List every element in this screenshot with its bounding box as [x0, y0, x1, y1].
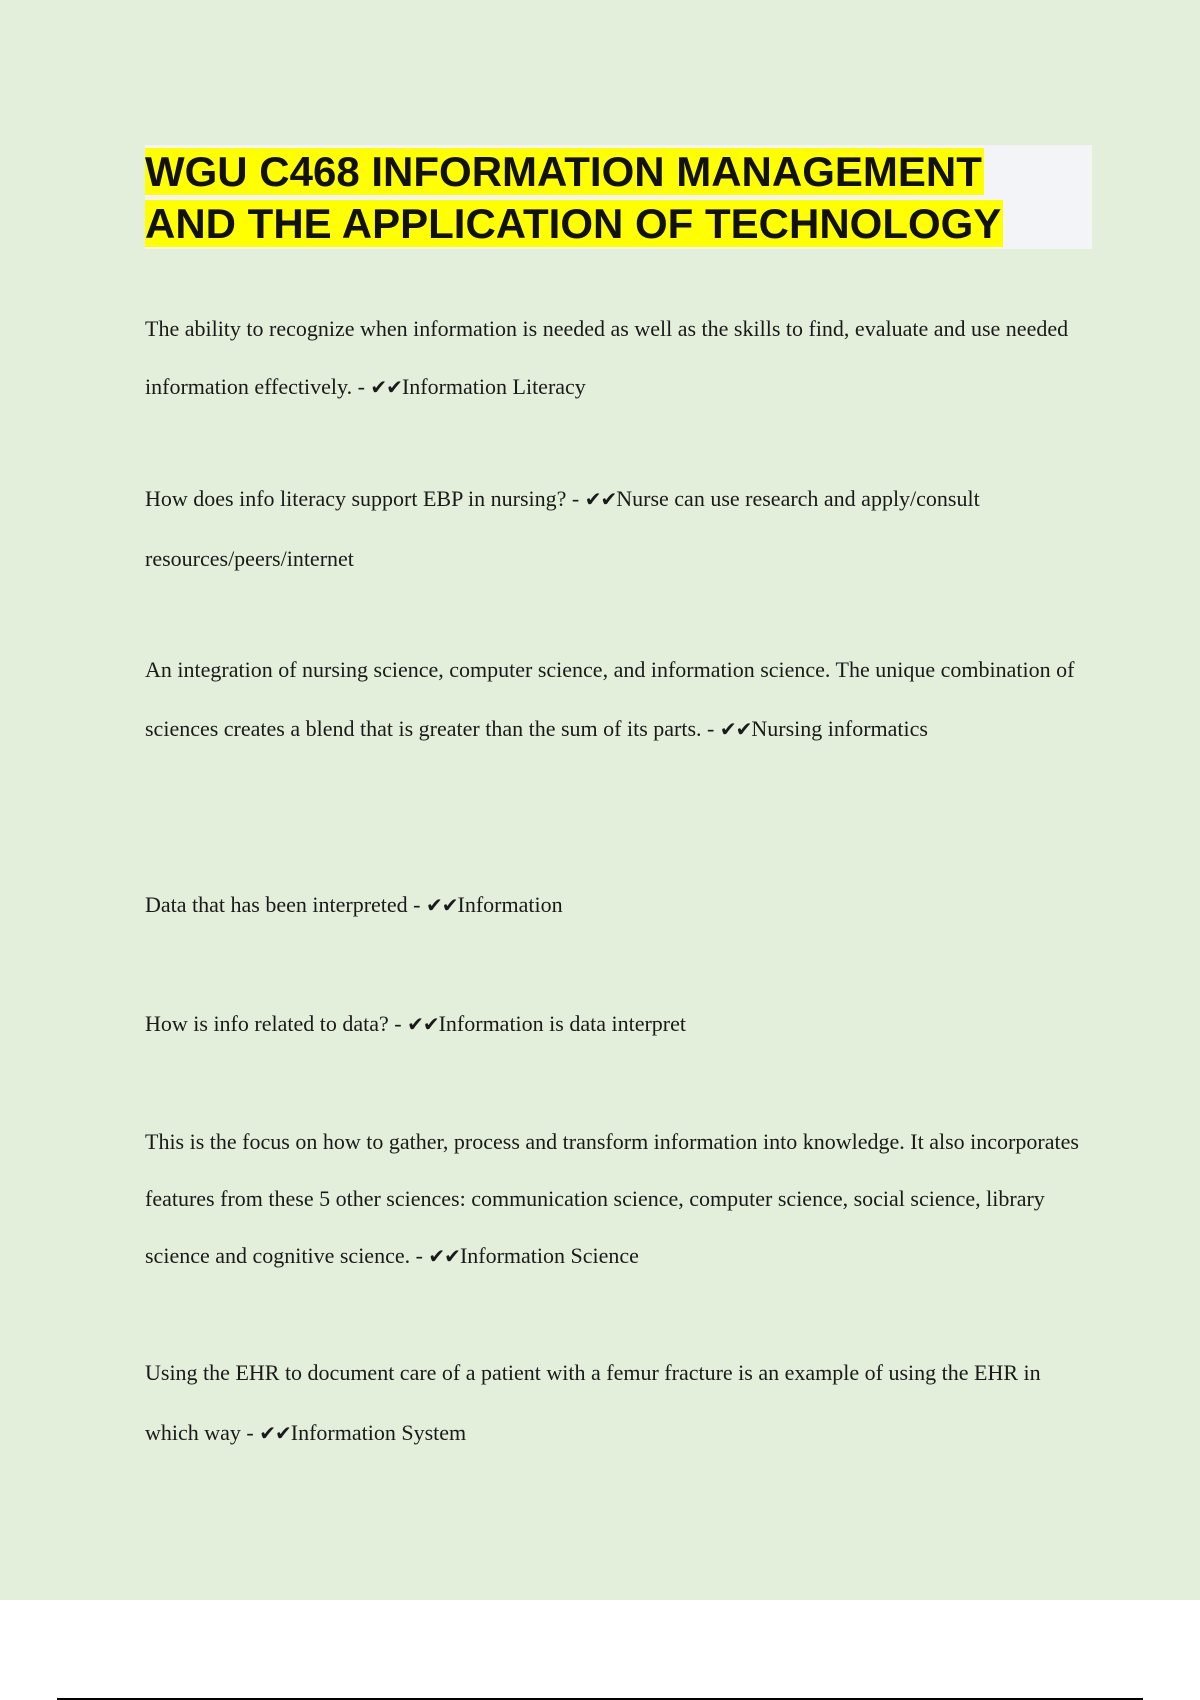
qa-answer: Information Science [459, 1243, 639, 1268]
double-check-icon: ✔✔ [428, 1244, 460, 1268]
double-check-icon: ✔✔ [584, 487, 617, 511]
qa-answer: Nurse can use research and apply/consult resources/peers/internet [145, 486, 980, 571]
qa-item-5 [145, 995, 1095, 1053]
qa-question: Data that has been interpreted - [145, 892, 426, 917]
qa-answer: Information Literacy [401, 374, 586, 399]
qa-answer: Information [457, 892, 563, 917]
qa-item-7 [145, 1343, 1080, 1463]
qa-item-1 [145, 300, 1097, 416]
qa-answer: Nursing informatics [751, 716, 928, 741]
qa-question: Using the EHR to document care of a patient with a femur fracture is an example of using the EHR in which way - [145, 1360, 1041, 1445]
double-check-icon: ✔✔ [259, 1421, 291, 1445]
qa-question: How does info literacy support EBP in nursing? - [145, 486, 585, 511]
double-check-icon: ✔✔ [425, 893, 458, 917]
qa-question: An integration of nursing science, computer science, and information science. The unique combination of sciences creates a blend that is greater than the sum of its parts. - [145, 657, 1075, 741]
double-check-icon: ✔✔ [407, 1012, 439, 1036]
qa-item-3 [145, 640, 1080, 759]
qa-item-6 [145, 1113, 1080, 1285]
qa-item-4 [145, 876, 1095, 934]
qa-answer: Information is data interpret [438, 1011, 687, 1036]
title-line-2: AND THE APPLICATION OF TECHNOLOGY [145, 200, 1002, 247]
qa-answer: Information System [290, 1420, 467, 1445]
qa-question: How is info related to data? - [145, 1011, 408, 1036]
double-check-icon: ✔✔ [370, 375, 402, 399]
title-line-1: WGU C468 INFORMATION MANAGEMENT [145, 148, 982, 195]
double-check-icon: ✔✔ [719, 717, 752, 741]
document-title [145, 146, 1003, 250]
qa-item-2 [145, 469, 1080, 589]
qa-question: The ability to recognize when information is needed as well as the skills to find, evaluate and use needed information effectively. - [145, 316, 1069, 399]
qa-question: This is the focus on how to gather, process and transform information into knowledge. It also incorporates features from these 5 other sciences: communication science, computer science, social science, library science and cognitive science. - [145, 1129, 1079, 1268]
